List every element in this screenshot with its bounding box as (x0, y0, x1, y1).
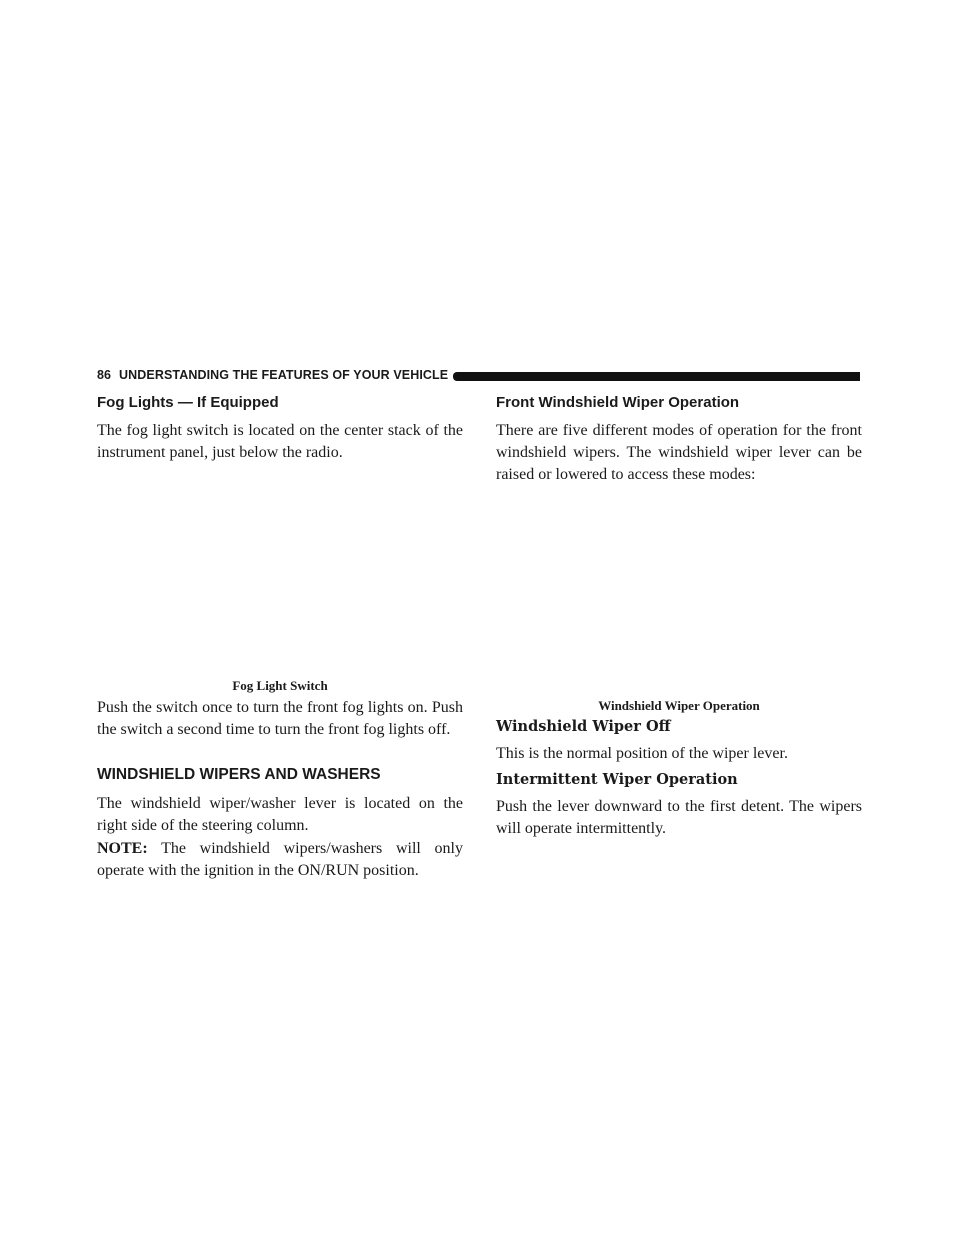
note-label: NOTE: (97, 840, 148, 857)
header-bar (453, 372, 860, 381)
fog-usage-text: Push the switch once to turn the front fog lights on. Push the switch a second time to turn the front fog lights off. (97, 699, 463, 738)
wiper-operation-caption: Windshield Wiper Operation (598, 698, 760, 713)
wiper-off-text: This is the normal position of the wiper lever. (496, 745, 788, 762)
note-text: The windshield wipers/washers will only operate with the ignition in the ON/RUN position. (97, 840, 463, 879)
front-wiper-intro: There are five different modes of operation for the front windshield wipers. The windshield wiper lever can be raised or lowered to access these modes: (496, 422, 862, 483)
intermittent-text: Push the lever downward to the first detent. The wipers will operate intermittently. (496, 798, 862, 837)
fog-light-caption: Fog Light Switch (232, 678, 328, 693)
fog-lights-heading: Fog Lights — If Equipped (97, 394, 279, 411)
wiper-off-heading: Windshield Wiper Off (496, 718, 671, 735)
wiper-operation-figure (496, 492, 862, 692)
fog-light-switch-figure (97, 470, 463, 670)
page-header (97, 366, 860, 386)
wipers-intro-text: The windshield wiper/washer lever is located on the right side of the steering column. (97, 795, 463, 834)
page-number: 86 (97, 368, 112, 382)
note-paragraph (97, 838, 463, 882)
wipers-washers-heading: WINDSHIELD WIPERS AND WASHERS (97, 766, 381, 783)
fog-lights-section (97, 394, 463, 411)
intermittent-heading: Intermittent Wiper Operation (496, 771, 738, 788)
fog-intro-text: The fog light switch is located on the center stack of the instrument panel, just below the radio. (97, 422, 463, 461)
front-wiper-heading: Front Windshield Wiper Operation (496, 394, 740, 411)
section-title: UNDERSTANDING THE FEATURES OF YOUR VEHICLE (119, 368, 449, 382)
